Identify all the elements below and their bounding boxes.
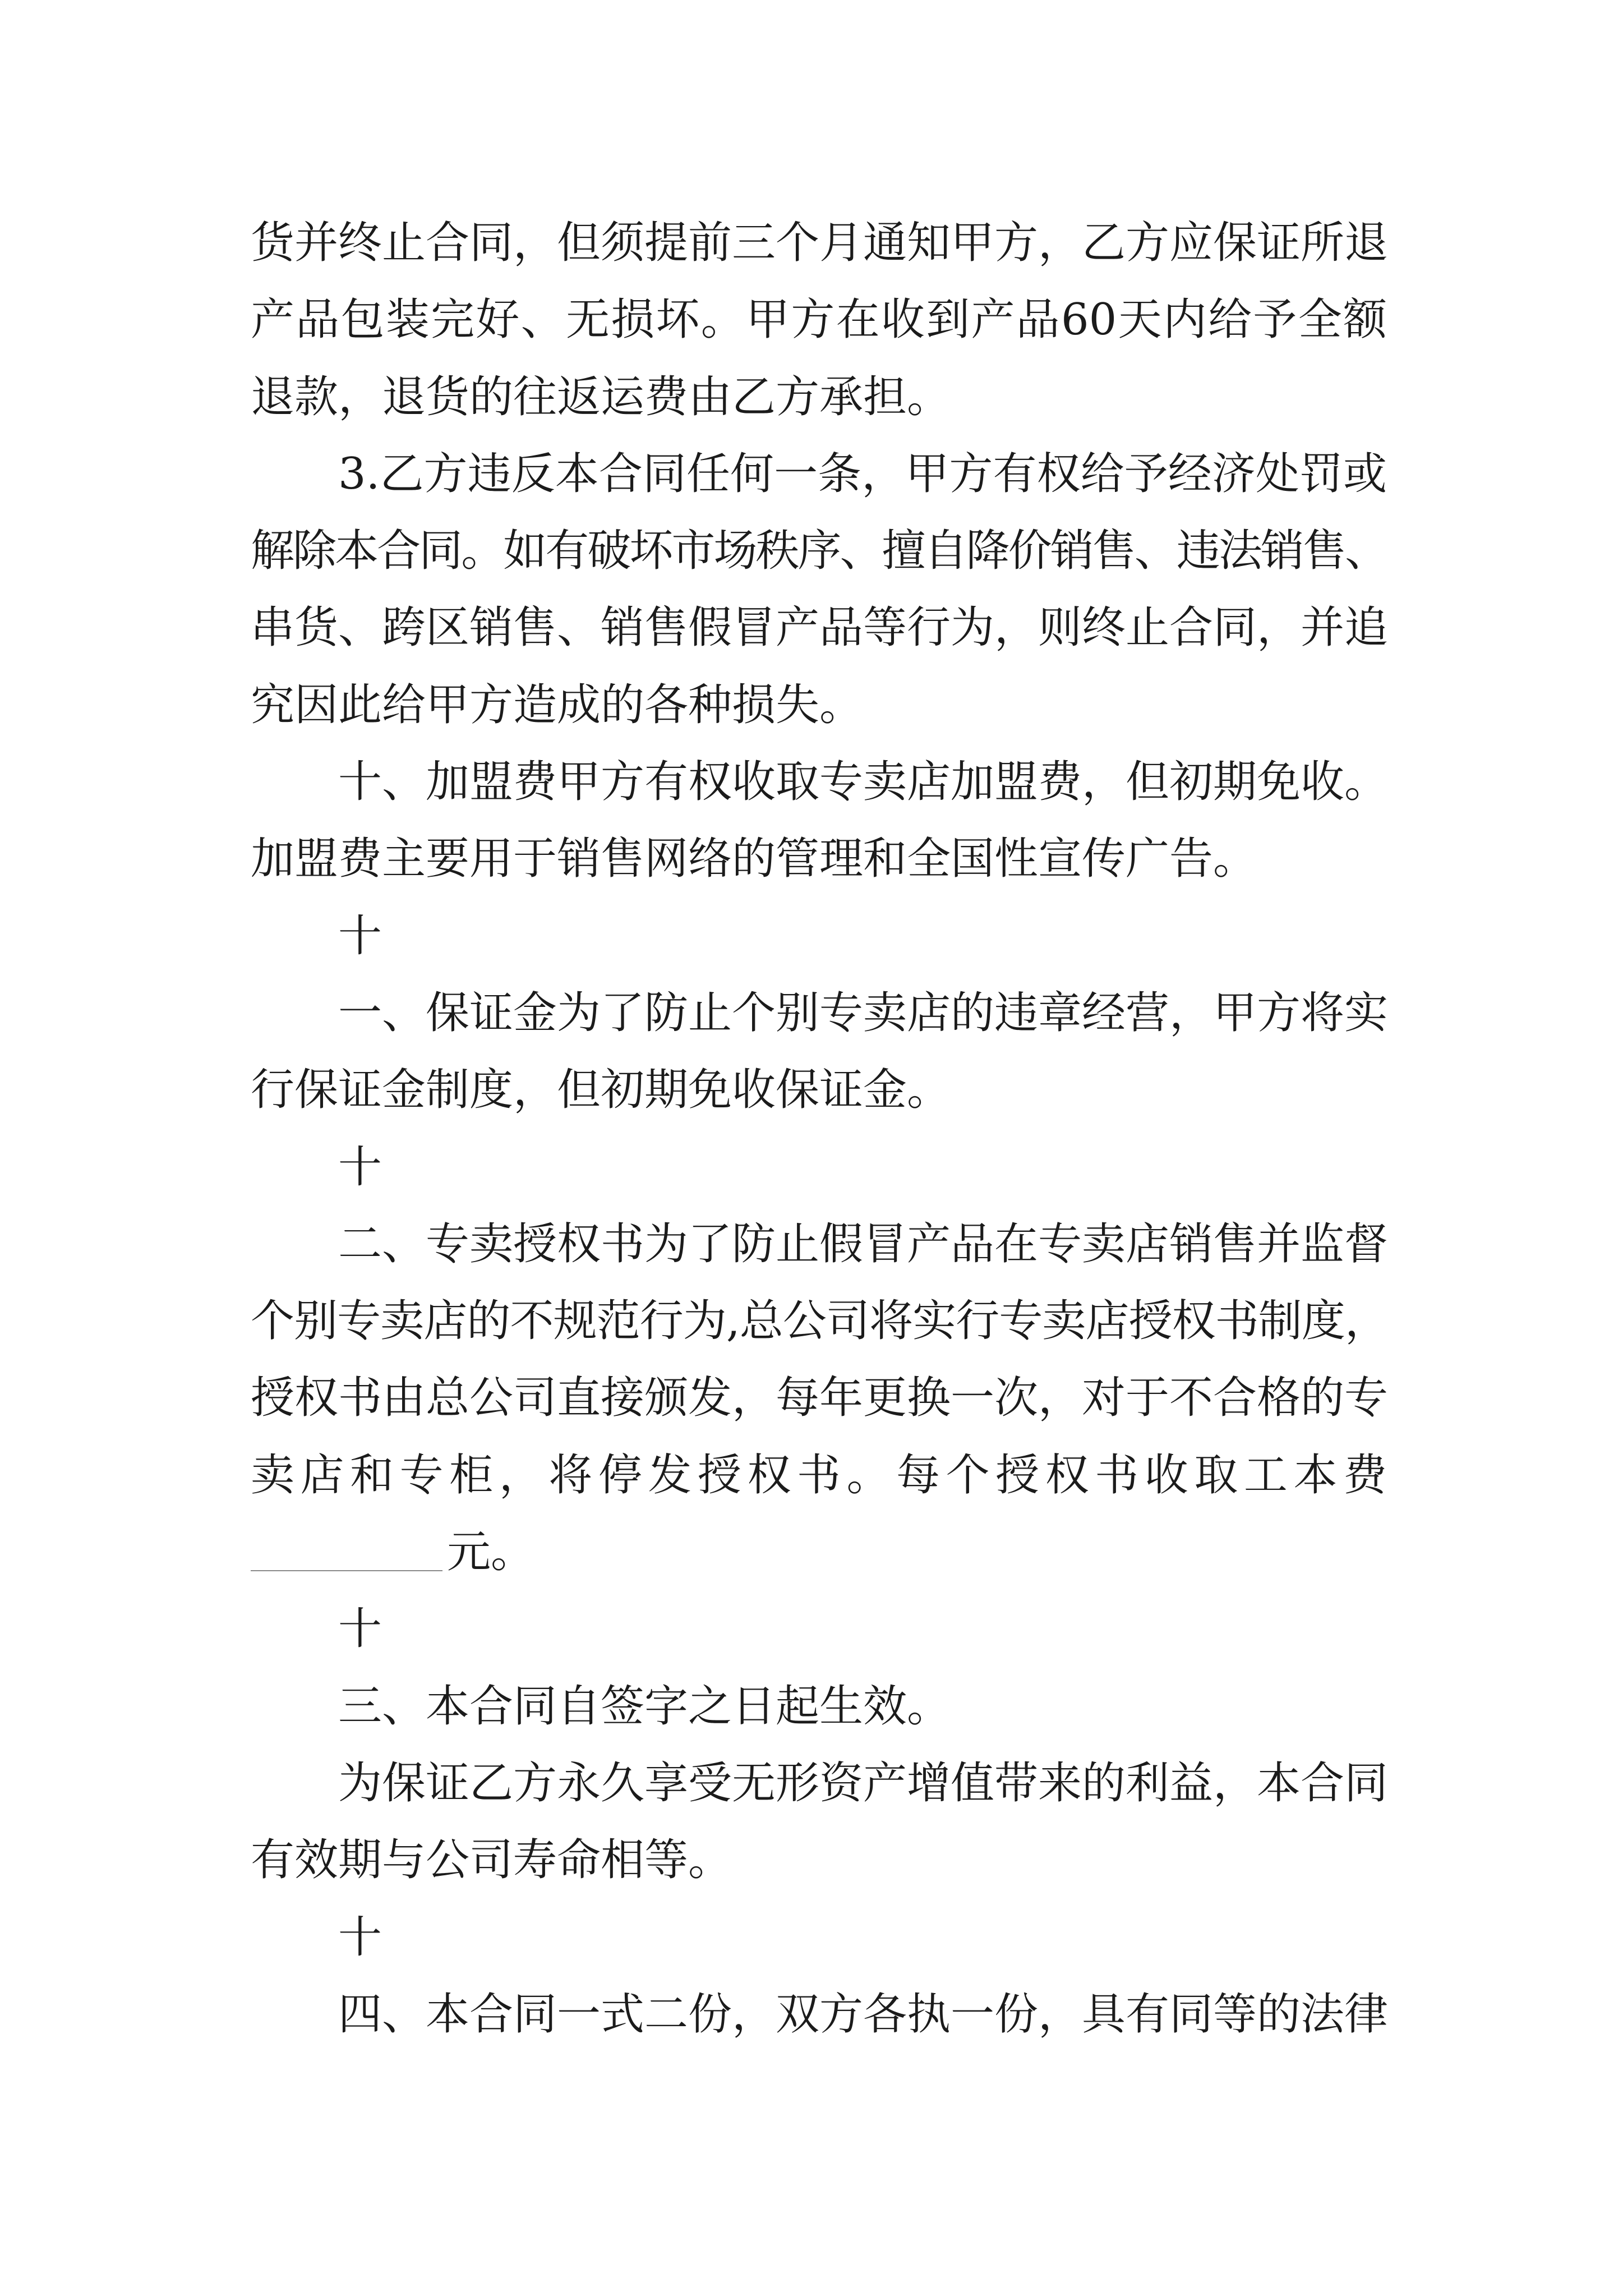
text-line: 二、专卖授权书为了防止假冒产品在专卖店销售并监督	[338, 1218, 1389, 1269]
text-line: 一、保证金为了防止个别专卖店的违章经营，甲方将实	[338, 987, 1389, 1038]
text-line: 三、本合同自签字之日起生效。	[338, 1681, 951, 1732]
text-line: 个别专卖店的不规范行为,总公司将实行专卖店授权书制度，	[251, 1296, 1387, 1347]
text-line: 卖店和专柜，将停发授权书。每个授权书收取工本费	[251, 1450, 1387, 1501]
paragraph-section-number	[251, 898, 1387, 975]
body-text	[251, 205, 1387, 2053]
text-line: 十	[338, 910, 382, 961]
text-line: 行保证金制度，但初期免收保证金。	[251, 1065, 951, 1116]
paragraph-section-number	[251, 1591, 1387, 1668]
text-line: 有效期与公司寿命相等。	[251, 1835, 732, 1886]
paragraph-section-number	[251, 1899, 1387, 1976]
text-line: 解除本合同。如有破坏市场秩序、擅自降价销售、违法销售、	[251, 526, 1387, 577]
paragraph-validity-period	[251, 1745, 1387, 1899]
blank-suffix-text: 元。	[447, 1527, 535, 1578]
paragraph-section-number	[251, 1129, 1387, 1206]
paragraph-authorization-letter	[251, 1206, 1387, 1591]
text-line: 授权书由总公司直接颁发，每年更换一次，对于不合格的专	[251, 1373, 1389, 1424]
fill-in-blank[interactable]	[251, 1535, 442, 1571]
paragraph-franchise-fee	[251, 744, 1387, 898]
text-line: 十	[338, 1604, 382, 1655]
text-line: 究因此给甲方造成的各种损失。	[251, 679, 864, 730]
text-line: 十、加盟费甲方有权收取专卖店加盟费，但初期免收。	[338, 757, 1389, 808]
paragraph-deposit	[251, 975, 1387, 1129]
text-line: 产品包装完好、无损坏。甲方在收到产品60天内给予全额	[251, 295, 1387, 346]
text-line: 3.乙方违反本合同任何一条，甲方有权给予经济处罚或	[338, 448, 1387, 499]
text-line: 加盟费主要用于销售网络的管理和全国性宣传广告。	[251, 834, 1257, 885]
text-line-with-blank	[251, 1514, 1387, 1591]
paragraph-copies	[251, 1976, 1387, 2053]
text-line: 退款，退货的往返运费由乙方承担。	[251, 371, 951, 422]
text-line: 货并终止合同，但须提前三个月通知甲方，乙方应保证所退	[251, 218, 1389, 268]
paragraph-clause-3	[251, 436, 1387, 744]
text-line: 四、本合同一式二份，双方各执一份，具有同等的法律	[338, 1989, 1389, 2040]
text-line: 串货、跨区销售、销售假冒产品等行为，则终止合同，并追	[251, 602, 1389, 654]
text-line: 为保证乙方永久享受无形资产增值带来的利益，本合同	[338, 1757, 1389, 1809]
text-line: 十	[338, 1142, 382, 1193]
paragraph-refund-continuation	[251, 205, 1387, 436]
text-line: 十	[338, 1912, 382, 1963]
paragraph-effective-date	[251, 1668, 1387, 1745]
